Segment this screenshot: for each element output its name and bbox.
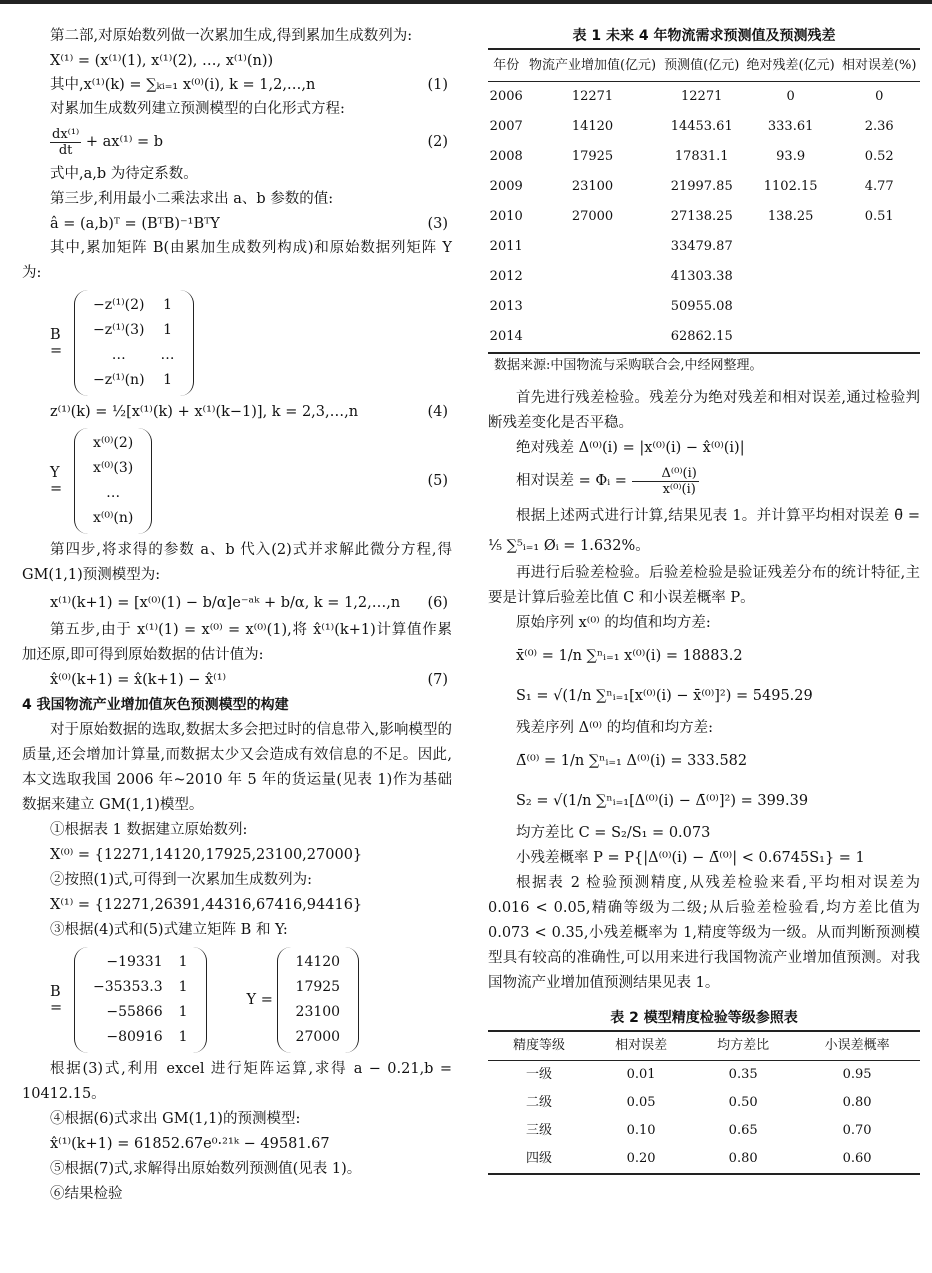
table-row	[488, 292, 920, 322]
table-cell: 2006	[489, 89, 523, 104]
paragraph: 残差序列 Δ⁽⁰⁾ 的均值和均方差:	[516, 720, 714, 736]
right-column	[488, 24, 920, 1175]
paragraph: 对于原始数据的选取,数据太多会把过时的信息带入,影响模型的质量,还会增加计算量,而数据太少又会造成有效信息的不足。因此,本文选取我国 2006 年~2010 年 5 年的货运量(见表 1)作为基础数据来建立 GM(1,1)模型。	[22, 722, 452, 813]
table-cell: 27138.25	[670, 209, 733, 224]
table-cell	[743, 232, 839, 262]
equation-body: x̂⁽⁰⁾(k+1) = x̂(k+1) − x̂⁽¹⁾	[50, 672, 227, 688]
table-cell: 2010	[489, 209, 523, 224]
matrix-cell: 1	[178, 1029, 188, 1045]
table-cell: 0.60	[794, 1145, 920, 1174]
paragraph: 原始序列 x⁽⁰⁾ 的均值和均方差:	[516, 615, 711, 631]
table-cell: 2011	[489, 239, 523, 254]
equation: x̂⁽¹⁾(k+1) = 61852.67e⁰·²¹ᵏ − 49581.67	[50, 1136, 330, 1152]
table-cell: 4.77	[864, 179, 894, 194]
table-cell: 2014	[488, 322, 524, 353]
matrix-cell: −55866	[106, 1004, 163, 1020]
table-cell: 333.61	[767, 119, 814, 134]
table-header: 年份	[488, 49, 524, 82]
equation: S₂ = √(1/n ∑ⁿᵢ₌₁[Δ⁽⁰⁾(i) − Δ̄⁽⁰⁾]²) = 399.39	[516, 793, 809, 809]
table-2-caption: 表 2 模型精度检验等级参照表	[610, 1010, 798, 1026]
equation-body: + ax⁽¹⁾ = b	[85, 134, 164, 150]
matrix-cell: …	[111, 347, 126, 363]
table-row	[488, 202, 920, 232]
paragraph: 根据(3)式,利用 excel 进行矩阵运算,求得 a − 0.21,b = 10412.15。	[22, 1061, 452, 1102]
table-cell: 0.80	[842, 1095, 872, 1110]
equation-body: z⁽¹⁾(k) = ½[x⁽¹⁾(k) + x⁽¹⁾(k−1)], k = 2,3,…,n	[50, 404, 359, 420]
matrix-cell: 1	[163, 297, 172, 313]
equation-number: (5)	[427, 473, 448, 489]
table-header: 小误差概率	[794, 1031, 920, 1061]
table-row	[488, 232, 920, 262]
table-row	[488, 112, 920, 142]
matrix-cell: 1	[178, 979, 188, 995]
table-cell: 0.95	[842, 1067, 872, 1082]
equation: x̄⁽⁰⁾ = 1/n ∑ⁿᵢ₌₁ x⁽⁰⁾(i) = 18883.2	[516, 648, 743, 664]
table-cell: 93.9	[776, 149, 806, 164]
table-cell: 41303.38	[670, 269, 733, 284]
fraction	[50, 127, 81, 158]
fraction	[632, 466, 699, 497]
matrix-label: B =	[50, 327, 63, 359]
step-item: ④根据(6)式求出 GM(1,1)的预测模型:	[50, 1111, 301, 1127]
table-header: 预测值(亿元)	[661, 49, 743, 82]
paragraph: 第三步,利用最小二乘法求出 a、b 参数的值:	[50, 191, 334, 207]
table-cell: 0.65	[728, 1123, 758, 1138]
table-row	[488, 172, 920, 202]
paragraph: 再进行后验差检验。后验差检验是验证残差分布的统计特征,主要是计算后验差比值 C 和小误差概率 P。	[488, 565, 920, 606]
table-cell: 0.35	[728, 1067, 758, 1082]
table-cell: 0	[875, 89, 884, 104]
table-cell: 2009	[489, 179, 523, 194]
table-cell: 0.51	[864, 209, 894, 224]
table-source-note: 数据来源:中国物流与采购联合会,中经网整理。	[494, 358, 763, 373]
table-cell: 1102.15	[763, 179, 818, 194]
matrix-cell: 23100	[295, 1004, 341, 1020]
matrix-cell: x⁽⁰⁾(3)	[93, 460, 134, 476]
header-rule	[0, 0, 932, 4]
table-cell: 0.80	[692, 1145, 794, 1174]
step-item: ①根据表 1 数据建立原始数列:	[50, 822, 248, 838]
equation-7	[22, 668, 452, 692]
equation-number: (4)	[427, 404, 448, 420]
table-cell: 14453.61	[670, 119, 733, 134]
table-row	[488, 1061, 920, 1090]
equation-label: 相对误差 = Φᵢ =	[516, 473, 627, 489]
paragraph: 第五步,由于 x⁽¹⁾(1) = x⁽⁰⁾ = x⁽⁰⁾(1),将 x̂⁽¹⁾(k+1)计算值作累加还原,即可得到原始数据的估计值为:	[22, 622, 452, 663]
table-cell: 62862.15	[661, 322, 743, 353]
table-cell: 四级	[488, 1145, 590, 1174]
equation: 绝对残差 Δ⁽⁰⁾(i) = |x⁽⁰⁾(i) − x̂⁽⁰⁾(i)|	[516, 440, 745, 456]
table-cell: 三级	[526, 1123, 553, 1138]
equation-body: x⁽¹⁾(k+1) = [x⁽⁰⁾(1) − b/α]e⁻ᵃᵏ + b/α, k = 1,2,…,n	[50, 595, 401, 611]
equation: Δ̄⁽⁰⁾ = 1/n ∑ⁿᵢ₌₁ Δ⁽⁰⁾(i) = 333.582	[516, 753, 748, 769]
table-cell	[524, 292, 660, 322]
equation: 均方差比 C = S₂/S₁ = 0.073	[516, 825, 711, 841]
matrix-Y-symbolic	[22, 428, 452, 534]
step-item: ⑥结果检验	[50, 1186, 123, 1202]
matrix-cell: −z⁽¹⁾(3)	[93, 322, 145, 338]
equation-6	[22, 588, 452, 618]
paragraph: 根据表 2 检验预测精度,从残差检验来看,平均相对误差为 0.016 < 0.05,精确等级为二级;从后验差检验看,均方差比值为 0.073 < 0.35,小残差概率为 1,精度等级为一级。从而判断预测模型具有较高的准确性,可以用来进行我国物流产业增加值预测。对我国物流产业增加值预测结果见表 1。	[488, 875, 920, 991]
equation-number: (2)	[427, 134, 448, 150]
table-cell: 50955.08	[670, 299, 733, 314]
paragraph: 对累加生成数列建立预测模型的白化形式方程:	[50, 101, 345, 117]
matrix-cell: x⁽⁰⁾(2)	[93, 435, 134, 451]
table-cell: 2013	[489, 299, 523, 314]
table-cell: 0.01	[626, 1067, 656, 1082]
equation-relative-error	[488, 461, 920, 501]
table-cell: 2008	[489, 149, 523, 164]
paragraph: 首先进行残差检验。残差分为绝对残差和相对误差,通过检验判断残差变化是否平稳。	[488, 390, 920, 431]
matrix-label: B =	[50, 984, 63, 1016]
table-cell: 33479.87	[670, 239, 733, 254]
table-cell: 2007	[489, 119, 523, 134]
equation: 小残差概率 P = P{|Δ⁽⁰⁾(i) − Δ̄⁽⁰⁾| < 0.6745S₁} = 1	[516, 850, 865, 866]
table-row	[488, 322, 920, 353]
equation-2	[22, 122, 452, 162]
paragraph: 根据上述两式进行计算,结果见表 1。并计算平均相对误差 θ̄ = ⅕ ∑⁵ᵢ₌₁ Øᵢ = 1.632%。	[488, 508, 920, 554]
table-cell: 12271	[681, 89, 723, 104]
paragraph: 第四步,将求得的参数 a、b 代入(2)式并求解此微分方程,得 GM(1,1)预测模型为:	[22, 542, 452, 583]
table-header: 相对误差	[590, 1031, 692, 1061]
matrix-bracket	[74, 428, 152, 534]
table-row	[488, 262, 920, 292]
fraction-numerator: dx⁽¹⁾	[52, 126, 80, 142]
table-cell: 17925	[571, 149, 614, 164]
table-row	[488, 82, 920, 113]
table-cell: 27000	[571, 209, 614, 224]
matrix-label: Y =	[50, 465, 63, 497]
equation-3	[22, 212, 452, 236]
equation-number: (6)	[427, 595, 448, 611]
matrix-cell: −19331	[106, 954, 163, 970]
table-cell: 0.20	[590, 1145, 692, 1174]
table-cell	[743, 322, 839, 353]
equation: X⁽⁰⁾ = {12271,14120,17925,23100,27000}	[50, 847, 363, 863]
table-cell: 0.52	[864, 149, 894, 164]
fraction-numerator: Δ⁽⁰⁾(i)	[632, 466, 699, 482]
fraction-denominator: x⁽⁰⁾(i)	[662, 481, 696, 497]
equation-body: 其中,x⁽¹⁾(k) = ∑ₖᵢ₌₁ x⁽⁰⁾(i), k = 1,2,…,n	[50, 77, 316, 93]
table-row	[488, 1089, 920, 1117]
table-cell: 0.70	[842, 1123, 872, 1138]
table-1	[488, 48, 920, 354]
table-cell: 138.25	[767, 209, 814, 224]
matrix-cell: 1	[163, 322, 172, 338]
section-heading: 4 我国物流产业增加值灰色预测模型的构建	[22, 697, 289, 713]
step-item: ⑤根据(7)式,求解得出原始数列预测值(见表 1)。	[50, 1161, 362, 1177]
table-cell: 2.36	[864, 119, 894, 134]
table-cell: 21997.85	[670, 179, 733, 194]
table-cell	[524, 232, 660, 262]
equation-number: (3)	[427, 216, 448, 232]
table-2	[488, 1030, 920, 1175]
matrix-B-numeric	[74, 947, 207, 1053]
matrix-cell: …	[160, 347, 175, 363]
table-cell	[524, 262, 660, 292]
table-cell: 23100	[571, 179, 614, 194]
table-cell: 二级	[526, 1095, 553, 1110]
matrix-cell: 27000	[295, 1029, 341, 1045]
matrix-B-symbolic	[22, 290, 452, 396]
table-2-body	[488, 1061, 920, 1175]
table-cell	[743, 262, 839, 292]
table-cell: 2012	[489, 269, 523, 284]
table-cell: 0	[786, 89, 795, 104]
table-cell	[524, 322, 660, 353]
paragraph: 其中,累加矩阵 B(由累加生成数列构成)和原始数据列矩阵 Y 为:	[22, 240, 452, 281]
paragraph: 式中,a,b 为待定系数。	[50, 166, 198, 182]
matrix-cell: −35353.3	[93, 979, 163, 995]
fraction-denominator: dt	[58, 142, 73, 158]
table-1-body	[488, 82, 920, 354]
matrix-cell: 1	[178, 1004, 188, 1020]
matrix-pair-numeric	[22, 947, 452, 1053]
matrix-cell: 1	[178, 954, 188, 970]
table-header: 相对误差(%)	[838, 49, 920, 82]
table-row	[488, 1117, 920, 1145]
matrix-bracket	[74, 290, 194, 396]
table-cell	[838, 322, 920, 353]
equation-number: (1)	[427, 77, 448, 93]
table-cell	[838, 262, 920, 292]
table-cell	[838, 292, 920, 322]
matrix-cell: −80916	[106, 1029, 163, 1045]
table-header: 均方差比	[692, 1031, 794, 1061]
matrix-cell: …	[106, 485, 121, 501]
matrix-cell: 14120	[295, 954, 341, 970]
table-header: 物流产业增加值(亿元)	[524, 49, 660, 82]
step-item: ③根据(4)式和(5)式建立矩阵 B 和 Y:	[50, 922, 288, 938]
matrix-cell: x⁽⁰⁾(n)	[93, 510, 134, 526]
table-header: 绝对残差(亿元)	[743, 49, 839, 82]
equation-number: (7)	[427, 672, 448, 688]
table-cell	[838, 232, 920, 262]
table-cell	[743, 292, 839, 322]
table-cell: 0.05	[626, 1095, 656, 1110]
paragraph: 第二部,对原始数列做一次累加生成,得到累加生成数列为:	[50, 28, 413, 44]
table-cell: 一级	[526, 1067, 553, 1082]
table-1-caption: 表 1 未来 4 年物流需求预测值及预测残差	[572, 28, 836, 44]
matrix-cell: −z⁽¹⁾(n)	[93, 372, 145, 388]
table-cell: 12271	[571, 89, 614, 104]
equation-4	[22, 400, 452, 424]
table-cell: 0.50	[728, 1095, 758, 1110]
equation-body: â = (a,b)ᵀ = (BᵀB)⁻¹BᵀY	[50, 216, 220, 232]
matrix-cell: 1	[163, 372, 172, 388]
matrix-Y-numeric	[277, 947, 360, 1053]
left-column	[22, 24, 452, 1207]
matrix-cell: −z⁽¹⁾(2)	[93, 297, 145, 313]
equation: X⁽¹⁾ = (x⁽¹⁾(1), x⁽¹⁾(2), …, x⁽¹⁾(n))	[50, 53, 274, 69]
equation: S₁ = √(1/n ∑ⁿᵢ₌₁[x⁽⁰⁾(i) − x̄⁽⁰⁾]²) = 5495.29	[516, 688, 813, 704]
table-header: 精度等级	[488, 1031, 590, 1061]
step-item: ②按照(1)式,可得到一次累加生成数列为:	[50, 872, 313, 888]
table-row	[488, 142, 920, 172]
equation-1	[22, 73, 452, 97]
table-cell: 0.10	[626, 1123, 656, 1138]
table-row	[488, 1145, 920, 1174]
matrix-label: Y =	[246, 992, 273, 1008]
table-cell: 17831.1	[674, 149, 729, 164]
matrix-cell: 17925	[295, 979, 341, 995]
table-cell: 14120	[571, 119, 614, 134]
equation: X⁽¹⁾ = {12271,26391,44316,67416,94416}	[50, 897, 363, 913]
